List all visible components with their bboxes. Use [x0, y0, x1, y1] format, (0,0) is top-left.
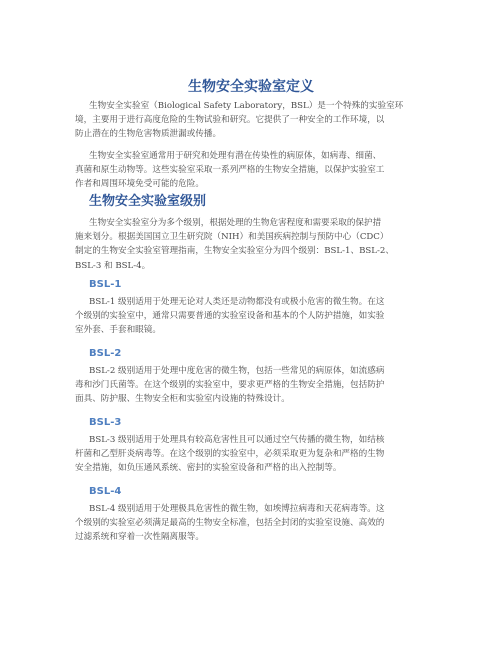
text-line: 施来划分。根据美国国立卫生研究院（NIH）和美国疾病控制与预防中心（CDC）	[75, 232, 389, 243]
level-paragraph-bsl1	[75, 295, 429, 338]
text-line: 生物安全实验室（Biological Safety Laboratory，BSL）是一个特殊的实验室环	[89, 101, 404, 111]
text-line: 生物安全实验室分为多个级别，根据处理的生物危害程度和需要采取的保护措	[89, 218, 382, 228]
level-paragraph-bsl4	[75, 502, 429, 545]
text-line: 防止潜在的生物危害物质泄漏或传播。	[75, 129, 222, 140]
text-line: 毒和沙门氏菌等。在这个级别的实验室中，要求更严格的生物安全措施，包括防护	[75, 380, 385, 391]
text-line: BSL-4 级别适用于处理极具危害性的微生物，如埃博拉病毒和天花病毒等。这	[89, 504, 385, 514]
level-paragraph-bsl2	[75, 364, 429, 407]
text-line: 境，主要用于进行高度危险的生物试验和研究。它提供了一种安全的工作环境，以	[75, 115, 385, 126]
text-line: BSL-3 和 BSL-4。	[75, 260, 151, 271]
text-line: 制定的生物安全实验室管理指南，生物安全实验室分为四个级别：BSL-1、BSL-2、	[75, 246, 394, 257]
level-heading-bsl1: BSL-1	[89, 279, 122, 290]
text-line: BSL-1 级别适用于处理无论对人类还是动物都没有或极小危害的微生物。在这	[89, 297, 385, 307]
text-line: 真菌和原生动物等。这些实验室采取一系列严格的生物安全措施，以保护实验室工	[75, 165, 385, 176]
levels-intro-paragraph	[75, 216, 429, 273]
text-line: 个级别的实验室必须满足最高的生物安全标准，包括全封闭的实验室设施、高效的	[75, 518, 385, 529]
intro-paragraph-1	[75, 99, 429, 142]
text-line: BSL-2 级别适用于处理中度危害的微生物，包括一些常见的病原体，如流感病	[89, 366, 385, 376]
text-line: BSL-3 级别适用于处理具有较高危害性且可以通过空气传播的微生物，如结核	[89, 435, 385, 445]
levels-heading: 生物安全实验室级别	[89, 194, 207, 209]
level-paragraph-bsl3	[75, 433, 429, 476]
text-line: 安全措施，如负压通风系统、密封的实验室设备和严格的出入控制等。	[75, 463, 342, 474]
level-heading-bsl3: BSL-3	[89, 417, 122, 428]
text-line: 杆菌和乙型肝炎病毒等。在这个级别的实验室中，必须采取更为复杂和严格的生物	[75, 449, 385, 460]
text-line: 面具、防护服、生物安全柜和实验室内设施的特殊设计。	[75, 394, 290, 405]
text-line: 个级别的实验室中，通常只需要普通的实验室设备和基本的个人防护措施，如实验	[75, 311, 385, 322]
text-line: 生物安全实验室通常用于研究和处理有潜在传染性的病原体，如病毒、细菌、	[89, 151, 382, 161]
document-title: 生物安全实验室定义	[188, 79, 314, 95]
intro-paragraph-2	[75, 149, 429, 192]
level-heading-bsl2: BSL-2	[89, 348, 122, 359]
level-heading-bsl4: BSL-4	[89, 486, 122, 497]
text-line: 室外套、手套和眼镜。	[75, 325, 161, 336]
text-line: 过滤系统和穿着一次性隔离服等。	[75, 532, 204, 543]
text-line: 作者和周围环境免受可能的危险。	[75, 179, 204, 190]
